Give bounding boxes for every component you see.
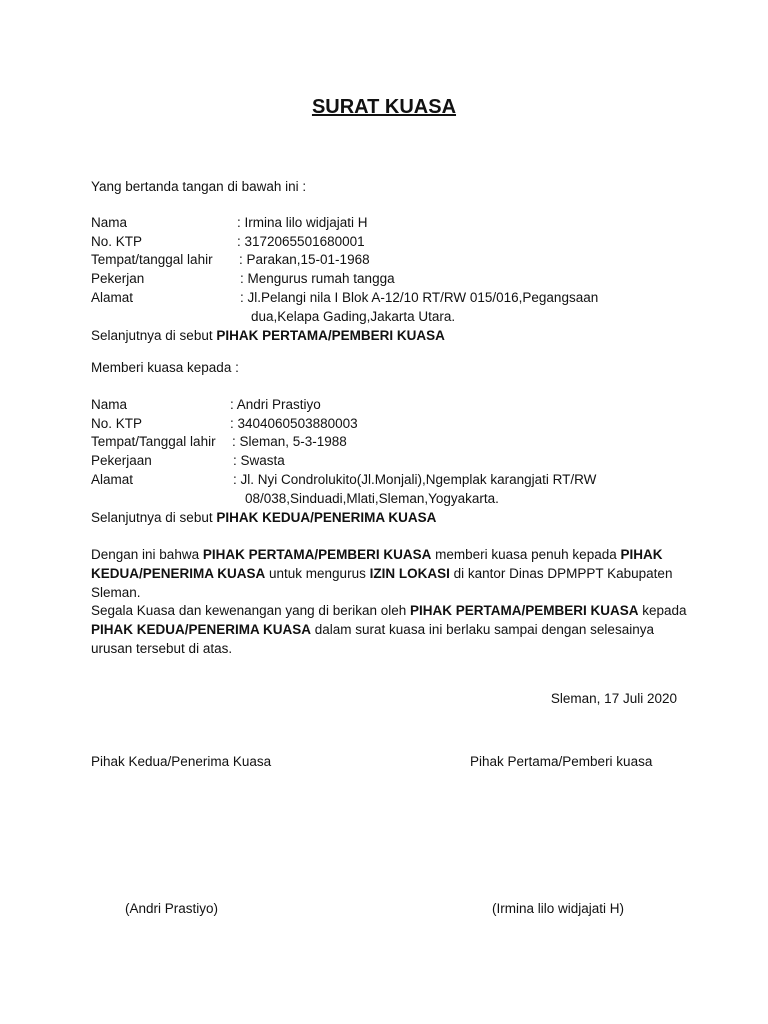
first-party-label-job: Pekerjan bbox=[91, 271, 145, 286]
first-party-address-cont: dua,Kelapa Gading,Jakarta Utara. bbox=[251, 309, 456, 324]
second-party-label-ktp: No. KTP bbox=[91, 416, 143, 431]
document-title: SURAT KUASA bbox=[311, 96, 457, 118]
first-party-label-birth: Tempat/tanggal lahir bbox=[91, 252, 213, 267]
signature-left-role: Pihak Kedua/Penerima Kuasa bbox=[91, 754, 272, 769]
body2-text-3: dalam surat kuasa ini berlaku sampai dengan selesainya urusan tersebut di atas. bbox=[91, 622, 654, 656]
place-date: Sleman, 17 Juli 2020 bbox=[550, 691, 677, 706]
second-party-label-job: Pekerjaan bbox=[91, 453, 152, 468]
designation-bold: PIHAK KEDUA/PENERIMA KUASA bbox=[216, 510, 437, 525]
second-party-address-cont: 08/038,Sinduadi,Mlati,Sleman,Yogyakarta. bbox=[245, 491, 499, 506]
body2-text-2: kepada bbox=[638, 603, 687, 618]
designation-bold: PIHAK PERTAMA/PEMBERI KUASA bbox=[216, 328, 445, 343]
signature-left-name: (Andri Prastiyo) bbox=[125, 901, 219, 916]
designation-prefix: Selanjutnya di sebut bbox=[91, 510, 217, 525]
signature-right-name: (Irmina lilo widjajati H) bbox=[492, 901, 625, 916]
body2-bold-2: PIHAK KEDUA/PENERIMA KUASA bbox=[91, 622, 312, 637]
signature-right-role: Pihak Pertama/Pemberi kuasa bbox=[470, 754, 653, 769]
first-party-value-job: : Mengurus rumah tangga bbox=[240, 271, 395, 286]
first-party-value-address: : Jl.Pelangi nila I Blok A-12/10 RT/RW 015/016,Pegangsaan bbox=[240, 290, 599, 305]
first-party-label-ktp: No. KTP bbox=[91, 234, 143, 249]
first-party-value-ktp: : 3172065501680001 bbox=[237, 234, 365, 249]
body1-text-3: untuk mengurus bbox=[265, 566, 370, 581]
second-party-value-job: : Swasta bbox=[233, 453, 285, 468]
body1-text-1: Dengan ini bahwa bbox=[91, 547, 203, 562]
designation-prefix: Selanjutnya di sebut bbox=[91, 328, 217, 343]
second-party-value-address: : Jl. Nyi Condrolukito(Jl.Monjali),Ngemplak karangjati RT/RW bbox=[233, 472, 597, 487]
first-party-label-name: Nama bbox=[91, 215, 128, 230]
second-party-value-name: : Andri Prastiyo bbox=[230, 397, 321, 412]
body1-bold-2: PIHAK KEDUA/PENERIMA KUASA bbox=[91, 547, 663, 581]
second-party-value-ktp: : 3404060503880003 bbox=[230, 416, 358, 431]
grant-intro: Memberi kuasa kepada : bbox=[91, 360, 239, 375]
first-party-value-birth: : Parakan,15-01-1968 bbox=[239, 252, 370, 267]
second-party-label-address: Alamat bbox=[91, 472, 134, 487]
body2-text-1: Segala Kuasa dan kewenangan yang di berikan oleh bbox=[91, 603, 410, 618]
body2-bold-1: PIHAK PERTAMA/PEMBERI KUASA bbox=[410, 603, 639, 618]
second-party-value-birth: : Sleman, 5-3-1988 bbox=[232, 434, 347, 449]
body1-text-4: di kantor Dinas DPMPPT Kabupaten Sleman. bbox=[91, 566, 673, 600]
body1-bold-3: IZIN LOKASI bbox=[369, 566, 450, 581]
second-party-label-name: Nama bbox=[91, 397, 128, 412]
first-party-label-address: Alamat bbox=[91, 290, 134, 305]
first-party-value-name: : Irmina lilo widjajati H bbox=[237, 215, 368, 230]
body-paragraph-1 bbox=[91, 545, 689, 602]
first-party-designation bbox=[91, 326, 445, 345]
intro-text: Yang bertanda tangan di bawah ini : bbox=[91, 179, 307, 194]
body1-text-2: memberi kuasa penuh kepada bbox=[431, 547, 621, 562]
second-party-label-birth: Tempat/Tanggal lahir bbox=[91, 434, 216, 449]
body-paragraph-2 bbox=[91, 601, 689, 658]
body1-bold-1: PIHAK PERTAMA/PEMBERI KUASA bbox=[202, 547, 432, 562]
second-party-designation bbox=[91, 508, 436, 527]
